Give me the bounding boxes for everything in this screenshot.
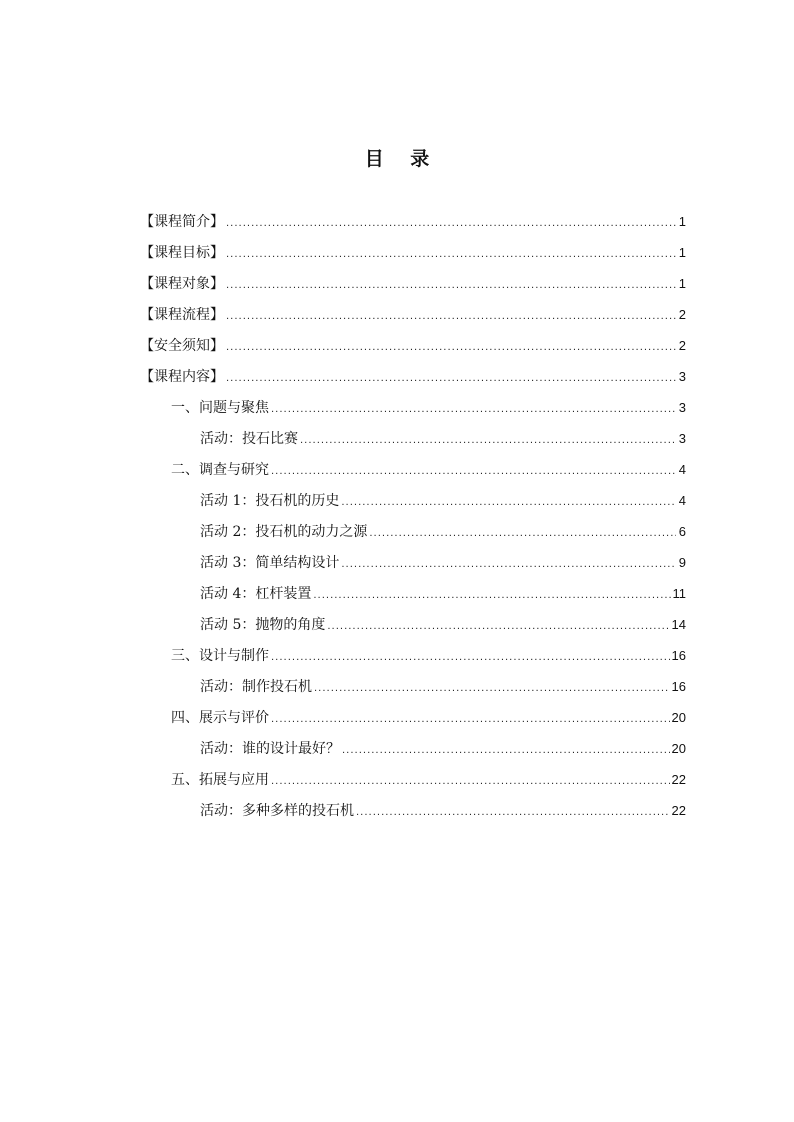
toc-dot-leader — [226, 208, 676, 239]
toc-entry[interactable] — [140, 299, 686, 330]
toc-dot-leader — [226, 363, 676, 394]
toc-dot-leader — [271, 456, 676, 487]
table-of-contents — [140, 206, 686, 826]
toc-dot-leader — [226, 270, 676, 301]
toc-page-number: 1 — [678, 245, 686, 260]
toc-entry-label: 活动：投石比赛 — [200, 431, 298, 447]
toc-entry-label: 活动：制作投石机 — [200, 679, 312, 695]
toc-page-number: 1 — [678, 276, 686, 291]
toc-entry[interactable] — [140, 733, 686, 764]
toc-page-number: 22 — [671, 803, 686, 818]
toc-entry-label: 四、展示与评价 — [171, 710, 269, 726]
toc-entry-label: 三、设计与制作 — [171, 648, 269, 664]
toc-dot-leader — [300, 425, 676, 456]
toc-entry-label: 活动：多种多样的投石机 — [200, 803, 354, 819]
toc-page-number: 20 — [671, 741, 686, 756]
toc-entry-label: 活动 1：投石机的历史 — [200, 493, 340, 509]
toc-page-number: 2 — [678, 338, 686, 353]
toc-entry-label: 【课程目标】 — [140, 245, 224, 261]
toc-dot-leader — [226, 301, 676, 332]
toc-page-number: 20 — [671, 710, 686, 725]
toc-entry[interactable] — [140, 454, 686, 485]
toc-entry[interactable] — [140, 485, 686, 516]
toc-dot-leader — [313, 580, 670, 611]
toc-page-number: 1 — [678, 214, 686, 229]
toc-entry[interactable] — [140, 578, 686, 609]
toc-page-number: 3 — [678, 431, 686, 446]
toc-dot-leader — [226, 239, 676, 270]
toc-entry-label: 活动 4：杠杆装置 — [200, 586, 312, 602]
toc-entry[interactable] — [140, 640, 686, 671]
toc-entry[interactable] — [140, 516, 686, 547]
toc-entry-label: 一、问题与聚焦 — [171, 400, 269, 416]
toc-entry-label: 【安全须知】 — [140, 338, 224, 354]
toc-dot-leader — [369, 518, 676, 549]
toc-dot-leader — [271, 642, 670, 673]
toc-entry[interactable] — [140, 702, 686, 733]
toc-dot-leader — [271, 766, 670, 797]
toc-entry-label: 二、调查与研究 — [171, 462, 269, 478]
toc-page-number: 14 — [671, 617, 686, 632]
toc-entry[interactable] — [140, 671, 686, 702]
toc-page-number: 11 — [672, 586, 686, 601]
toc-page-number: 4 — [678, 493, 686, 508]
toc-dot-leader — [341, 549, 676, 580]
toc-page-number: 6 — [678, 524, 686, 539]
toc-entry[interactable] — [140, 330, 686, 361]
toc-entry[interactable] — [140, 795, 686, 826]
toc-entry-label: 活动 3：简单结构设计 — [200, 555, 340, 571]
toc-entry[interactable] — [140, 237, 686, 268]
toc-entry-label: 活动：谁的设计最好？ — [200, 741, 340, 757]
toc-dot-leader — [271, 704, 670, 735]
toc-entry-label: 活动 2：投石机的动力之源 — [200, 524, 368, 540]
toc-page-number: 3 — [678, 400, 686, 415]
toc-entry[interactable] — [140, 764, 686, 795]
toc-dot-leader — [327, 611, 669, 642]
toc-dot-leader — [356, 797, 670, 828]
toc-entry[interactable] — [140, 268, 686, 299]
toc-entry-label: 活动 5：抛物的角度 — [200, 617, 326, 633]
toc-page-number: 16 — [671, 679, 686, 694]
toc-entry-label: 【课程流程】 — [140, 307, 224, 323]
toc-entry-label: 【课程对象】 — [140, 276, 224, 292]
toc-entry[interactable] — [140, 547, 686, 578]
toc-entry-label: 【课程简介】 — [140, 214, 224, 230]
toc-page-number: 22 — [671, 772, 686, 787]
toc-page-number: 3 — [678, 369, 686, 384]
toc-entry-label: 【课程内容】 — [140, 369, 224, 385]
toc-entry[interactable] — [140, 609, 686, 640]
toc-entry[interactable] — [140, 392, 686, 423]
toc-page-number: 2 — [678, 307, 686, 322]
toc-dot-leader — [314, 673, 670, 704]
toc-entry[interactable] — [140, 206, 686, 237]
toc-dot-leader — [271, 394, 676, 425]
toc-dot-leader — [341, 487, 676, 518]
toc-entry[interactable] — [140, 361, 686, 392]
toc-page-number: 9 — [678, 555, 686, 570]
toc-title: 目 录 — [364, 148, 440, 170]
toc-dot-leader — [342, 735, 670, 766]
toc-dot-leader — [226, 332, 676, 363]
toc-page-number: 4 — [678, 462, 686, 477]
toc-page-number: 16 — [671, 648, 686, 663]
toc-entry[interactable] — [140, 423, 686, 454]
toc-entry-label: 五、拓展与应用 — [171, 772, 269, 788]
